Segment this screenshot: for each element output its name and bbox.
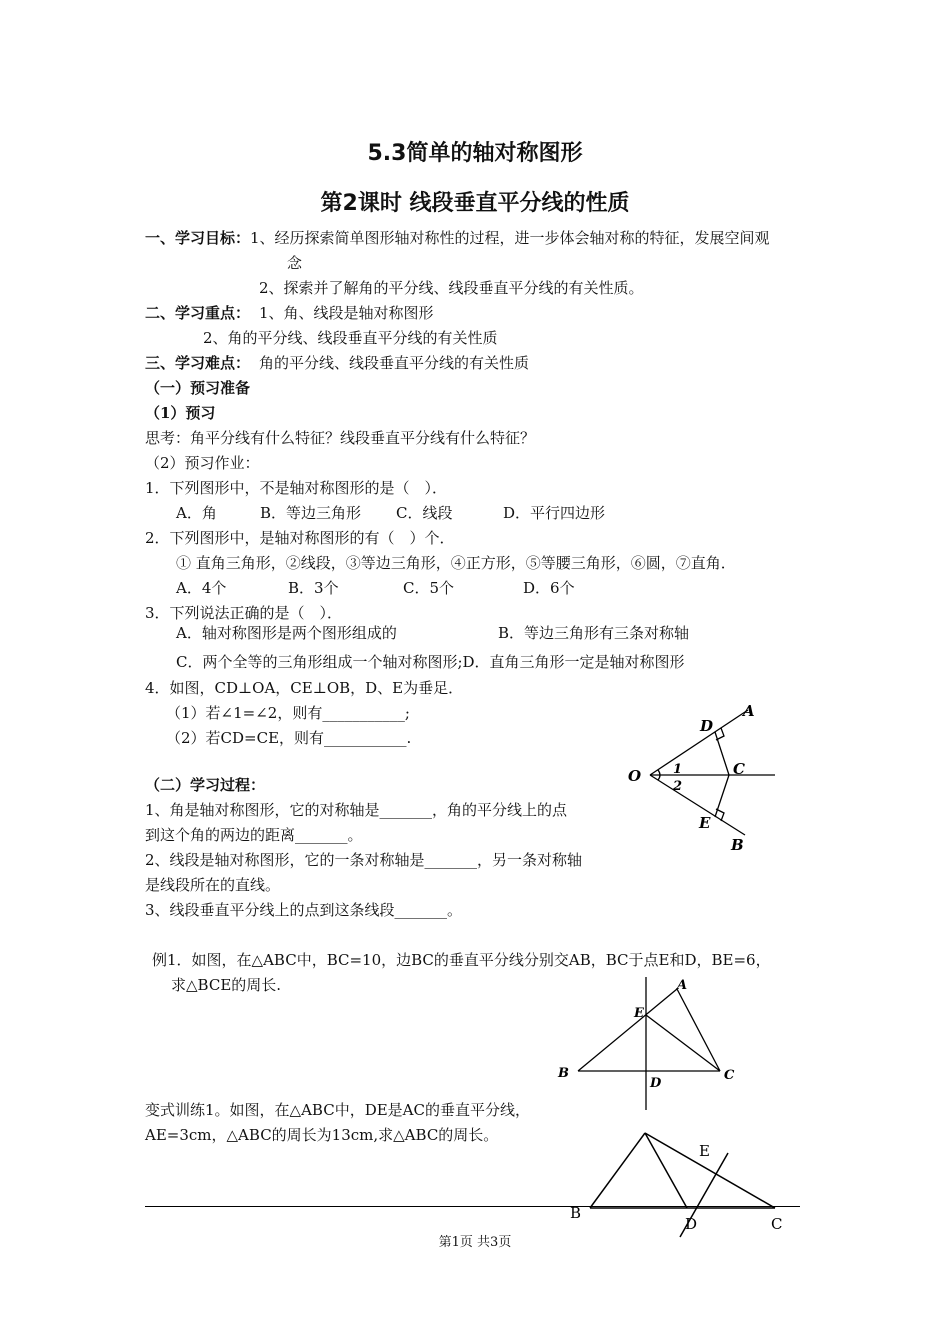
label-2: 2 bbox=[673, 779, 683, 794]
goals-item1-line1: 1、经历探索简单图形轴对称性的过程，进一步体会轴对称的特征，发展空间观 bbox=[250, 229, 770, 247]
process-1-line1: 1、角是轴对称图形，它的对称轴是_______，角的平分线上的点 bbox=[145, 801, 568, 819]
figure-variant-triangle bbox=[560, 1125, 800, 1240]
label-c: C bbox=[771, 1215, 783, 1233]
process-1-line2: 到这个角的两边的距离_______。 bbox=[145, 826, 363, 844]
q1-option-b: B．等边三角形 bbox=[260, 504, 362, 522]
question-4: 4．如图，CD⊥OA，CE⊥OB，D、E为垂足． bbox=[145, 679, 464, 697]
q3-option-b: B．等边三角形有三条对称轴 bbox=[498, 624, 690, 642]
question-2: 2．下列图形中，是轴对称图形的有（ ）个． bbox=[145, 529, 455, 547]
goals-item1-line2: 念 bbox=[287, 254, 303, 272]
q3-option-cd: C．两个全等的三角形组成一个轴对称图形;D．直角三角形一定是轴对称图形 bbox=[176, 653, 685, 671]
question-1: 1．下列图形中，不是轴对称图形的是（ ）． bbox=[145, 479, 448, 497]
variant1-line1: 变式训练1。如图，在△ABC中，DE是AC的垂直平分线， bbox=[145, 1101, 530, 1119]
process-2-line1: 2、线段是轴对称图形，它的一条对称轴是_______，另一条对称轴 bbox=[145, 851, 583, 869]
figure-example1-triangle bbox=[550, 975, 750, 1115]
label-d: D bbox=[650, 1076, 662, 1091]
process-heading: （二）学习过程： bbox=[145, 776, 266, 794]
q2-option-c: C．5个 bbox=[403, 579, 455, 597]
label-d: D bbox=[685, 1215, 698, 1233]
page-footer: 第1页 共3页 bbox=[438, 1235, 512, 1250]
q1-option-d: D．平行四边形 bbox=[503, 504, 606, 522]
q4-part1: （1）若∠1=∠2，则有___________; bbox=[166, 704, 410, 722]
q1-option-c: C．线段 bbox=[396, 504, 453, 522]
key-points-label: 二、学习重点： bbox=[145, 304, 251, 322]
difficulty-text: 角的平分线、线段垂直平分线的有关性质 bbox=[259, 354, 530, 372]
label-a: A bbox=[743, 702, 755, 720]
document-title: 5.3简单的轴对称图形 bbox=[367, 141, 583, 166]
label-e: E bbox=[634, 1006, 644, 1021]
document-subtitle: 第2课时 线段垂直平分线的性质 bbox=[320, 191, 630, 216]
prep-sub1: （1）预习 bbox=[145, 404, 216, 422]
side-ab bbox=[590, 1133, 645, 1208]
label-b: B bbox=[558, 1066, 569, 1081]
segment-ce bbox=[715, 775, 729, 817]
q2-option-d: D．6个 bbox=[523, 579, 575, 597]
goals-item2: 2、探索并了解角的平分线、线段垂直平分线的有关性质。 bbox=[259, 279, 644, 297]
segment-cd bbox=[715, 732, 729, 775]
segment-ec bbox=[646, 1015, 720, 1071]
prep-think: 思考：角平分线有什么特征？线段垂直平分线有什么特征？ bbox=[145, 429, 536, 447]
key-points-item1: 1、角、线段是轴对称图形 bbox=[259, 304, 434, 322]
side-ac bbox=[677, 989, 720, 1071]
q2-list: ① 直角三角形，②线段，③等边三角形，④正方形，⑤等腰三角形，⑥圆，⑦直角． bbox=[176, 554, 736, 572]
label-e: E bbox=[699, 1142, 710, 1160]
figure-angle-bisector bbox=[620, 700, 790, 860]
label-b: B bbox=[570, 1204, 582, 1222]
question-3: 3．下列说法正确的是（ ）． bbox=[145, 604, 343, 622]
label-d: D bbox=[700, 717, 714, 735]
q3-option-a: A．轴对称图形是两个图形组成的 bbox=[176, 624, 397, 642]
label-c: C bbox=[733, 760, 745, 778]
label-e: E bbox=[699, 814, 711, 832]
goals-label: 一、学习目标： bbox=[145, 229, 251, 247]
label-b: B bbox=[731, 836, 744, 854]
side-ac bbox=[645, 1133, 775, 1208]
label-c: C bbox=[724, 1068, 735, 1083]
process-2-line2: 是线段所在的直线。 bbox=[145, 876, 281, 894]
q2-option-b: B．3个 bbox=[288, 579, 339, 597]
difficulty-label: 三、学习难点： bbox=[145, 354, 251, 372]
prep-heading: （一）预习准备 bbox=[145, 379, 251, 397]
label-a: A bbox=[677, 978, 688, 993]
q2-option-a: A．4个 bbox=[176, 579, 227, 597]
q4-part2: （2）若CD=CE，则有___________. bbox=[166, 729, 412, 747]
side-ab bbox=[578, 989, 677, 1071]
variant1-line2: AE=3cm，△ABC的周长为13cm,求△ABC的周长。 bbox=[145, 1126, 499, 1144]
label-o: O bbox=[628, 767, 642, 785]
key-points-item2: 2、角的平分线、线段垂直平分线的有关性质 bbox=[203, 329, 498, 347]
prep-sub2: （2）预习作业： bbox=[145, 454, 260, 472]
ray-ob bbox=[650, 775, 745, 835]
example1-line2: 求△BCE的周长. bbox=[171, 976, 282, 994]
example1-line1: 例1．如图，在△ABC中，BC=10，边BC的垂直平分线分别交AB，BC于点E和D，BE=6， bbox=[152, 951, 771, 969]
q1-option-a: A．角 bbox=[176, 504, 217, 522]
label-1: 1 bbox=[673, 762, 683, 777]
process-3: 3、线段垂直平分线上的点到这条线段_______。 bbox=[145, 901, 463, 919]
